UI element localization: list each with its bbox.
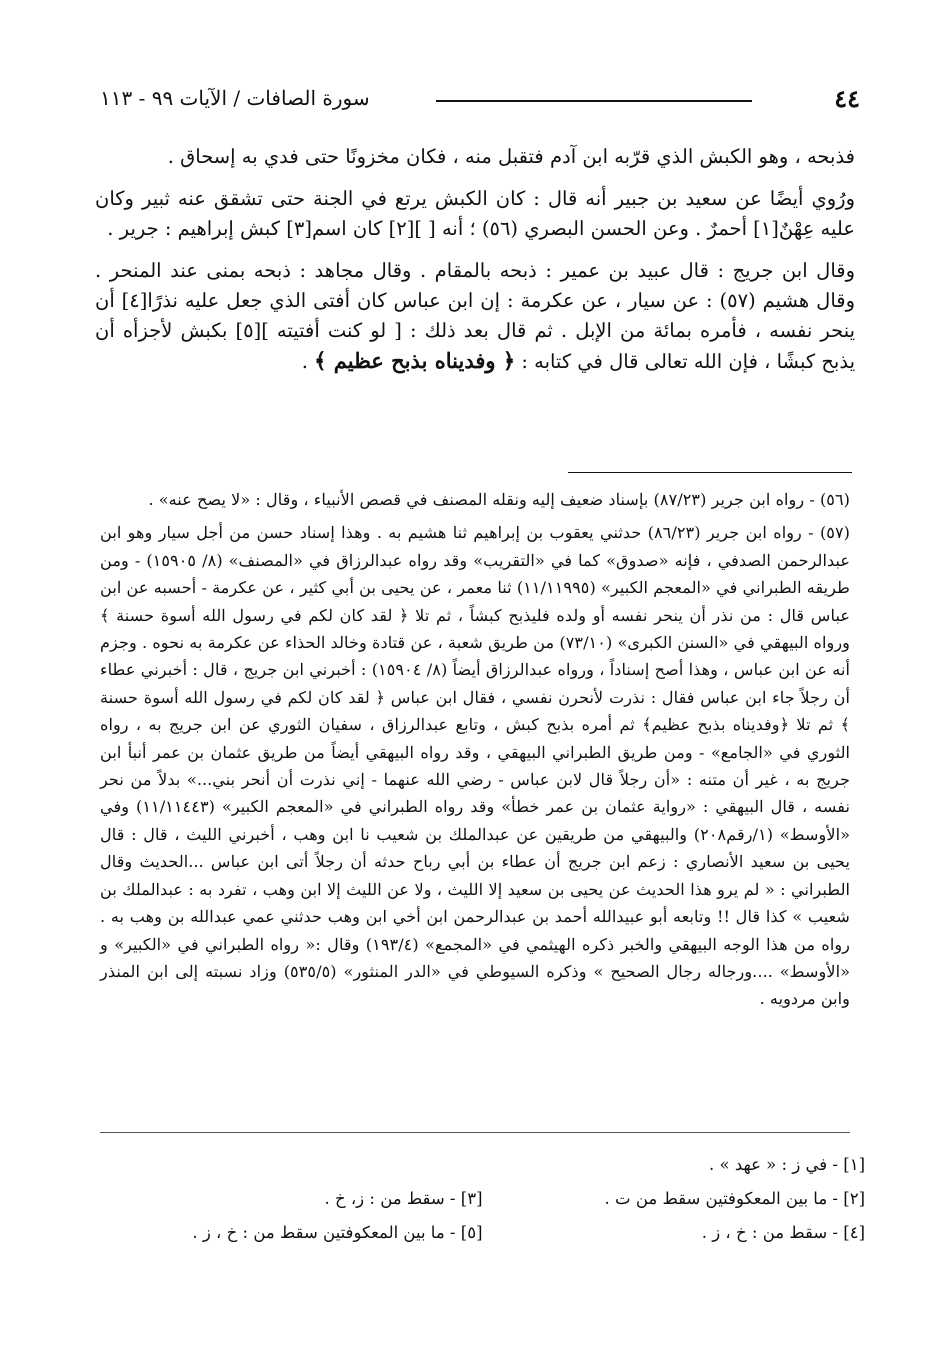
apparatus-row-1: [100, 1148, 865, 1182]
paragraph-3: [95, 256, 855, 377]
quran-verse: ﴿ وفديناه بذبح عظيم ﴾: [314, 348, 516, 373]
footnote-56: (٥٦) - رواه ابن جرير (٨٧/٢٣) بإسناد ضعيف إليه ونقله المصنف في قصص الأنبياء ، وقال : «لا يصح عنه» .: [148, 490, 850, 509]
paragraph-2: ورُوي أيضًا عن سعيد بن جبير أنه قال : كان الكبش يرتع في الجنة حتى تشقق عنه ثبير وكان عليه عِهْنٌ[١] أحمرٌ . وعن الحسن البصري (٥٦) ؛ أنه [ ][٢] كان اسم[٣] كبش إبراهيم : جرير .: [95, 187, 855, 240]
paragraph-3-end: .: [301, 350, 315, 373]
page-header: [100, 84, 860, 118]
paragraph-3-text: وقال ابن جريج : قال عبيد بن عمير : ذبحه بالمقام . وقال مجاهد : ذبحه بمنى عند المنحر . وقال هشيم (٥٧) : عن سيار ، عن عكرمة : إن ابن عباس كان أفتى الذي جعل عليه نذرًا[٤] أن ينحر نفسه ، فأمره بمائة من الإبل . ثم قال بعد ذلك : [ لو كنت أفتيته ][٥] بكبش لأجزأه أن يذبح كبشًا ، فإن الله تعالى قال في كتابه :: [95, 259, 856, 373]
footnote-separator: [568, 472, 852, 473]
apparatus-note-2: [٢] - ما بين المعكوفتين سقط من ت .: [604, 1189, 865, 1208]
apparatus-separator: [100, 1132, 850, 1133]
main-text: [95, 142, 855, 389]
apparatus-note-3: [٣] - سقط من : ز، خ .: [324, 1189, 483, 1208]
running-title: سورة الصافات / الآيات ٩٩ - ١١٣: [100, 86, 370, 110]
paragraph-1: فذبحه ، وهو الكبش الذي قرّبه ابن آدم فتقبل منه ، فكان مخزونًا حتى فدي به إسحاق .: [167, 145, 855, 168]
page-number: ٤٤: [834, 84, 860, 113]
apparatus-note-4: [٤] - سقط من : خ ، ز .: [701, 1223, 865, 1242]
header-rule: [436, 100, 752, 102]
critical-apparatus: [100, 1148, 865, 1250]
apparatus-note-1: [١] - في ز : « عهد » .: [709, 1155, 865, 1174]
apparatus-row-2: [100, 1182, 865, 1216]
footnote-57: (٥٧) - رواه ابن جرير (٨٦/٢٣) حدثني يعقوب بن إبراهيم ثنا هشيم به . وهذا إسناد حسن من أجل سيار وهو ابن عبدالرحمن الصدفي ، فإنه «صدوق» كما في «التقريب» وقد رواه عبدالرزاق في «المصنف» (٨/ ١٥٩٠٥) - ومن طريقه الطبراني في «المعجم الكبير» (١١/١١٩٩٥) ثنا معمر ، عن يحيى بن أبي كثير ، عن عكرمة - أحسبه عن ابن عباس قال : من نذر أن ينحر نفسه أو ولده فليذبح كبشاً ، ثم تلا ﴿ لقد كان لكم في رسول الله أسوة حسنة ﴾ ورواه البيهقي في «السنن الكبرى» (٧٣/١٠) من طريق شعبة ، عن قتادة وخالد الحذاء عن عكرمة به نحوه . وجزم أنه عن ابن عباس ، وهذا أصح إسناداً ، ورواه عبدالرزاق أيضاً (٨/ ١٥٩٠٤) : أخبرني ابن جريج ، قال : أخبرني عطاء أن رجلاً جاء ابن عباس فقال : نذرت لأنحرن نفسي ، فقال ابن عباس ﴿ لقد كان لكم في رسول الله أسوة حسنة ﴾ ثم تلا ﴿وفديناه بذبح عظيم﴾ ثم أمره بذبح كبش ، وتابع عبدالرزاق ، سفيان الثوري عن ابن جريج به ، رواه الثوري في «الجامع» - ومن طريق الطبراني البيهقي ، وقد رواه البيهقي أيضاً من طريق عثمان بن عمر أنبأ ابن جريج به ، غير أن متنه : «أن رجلاً قال لابن عباس - رضي الله عنهما - إني نذرت أن أنحر بني...» بدلاً من نحر نفسه ، قال البيهقي : «رواية عثمان بن عمر خطأ» وقد رواه الطبراني في «المعجم الكبير» (١١/١١٤٤٣) وفي «الأوسط» (١/رقم٢٠٨) والبيهقي من طريقين عن عبدالملك بن شعيب نا ابن وهب ، أخبرني الليث ، قال : قال يحيى بن سعيد الأنصاري : زعم ابن جريج أن عطاء بن أبي رباح حدثه أن رجلاً أتى ابن عباس ...الحديث وقال الطبراني : « لم يرو هذا الحديث عن يحيى بن سعيد إلا الليث ، ولا عن الليث إلا ابن وهب ، تفرد به : عبدالملك بن شعيب » كذا قال !! وتابعه أبو عبيدالله أحمد بن عبدالرحمن ابن أخي ابن وهب حدثني عمي عبدالله بن وهب به . رواه من هذا الوجه البيهقي والخبر ذكره الهيثمي في «المجمع» (١٩٣/٤) وقال :« رواه الطبراني في «الكبير» و «الأوسط» ....ورجاله رجال الصحيح » وذكره السيوطي في «الدر المنثور» (٥٣٥/٥) وزاد نسبته إلى ابن المنذر وابن مردويه .: [100, 523, 851, 1009]
apparatus-note-5: [٥] - ما بين المعكوفتين سقط من : خ ، ز .: [192, 1223, 483, 1242]
apparatus-row-3: [100, 1216, 865, 1250]
footnotes: [100, 486, 850, 1019]
